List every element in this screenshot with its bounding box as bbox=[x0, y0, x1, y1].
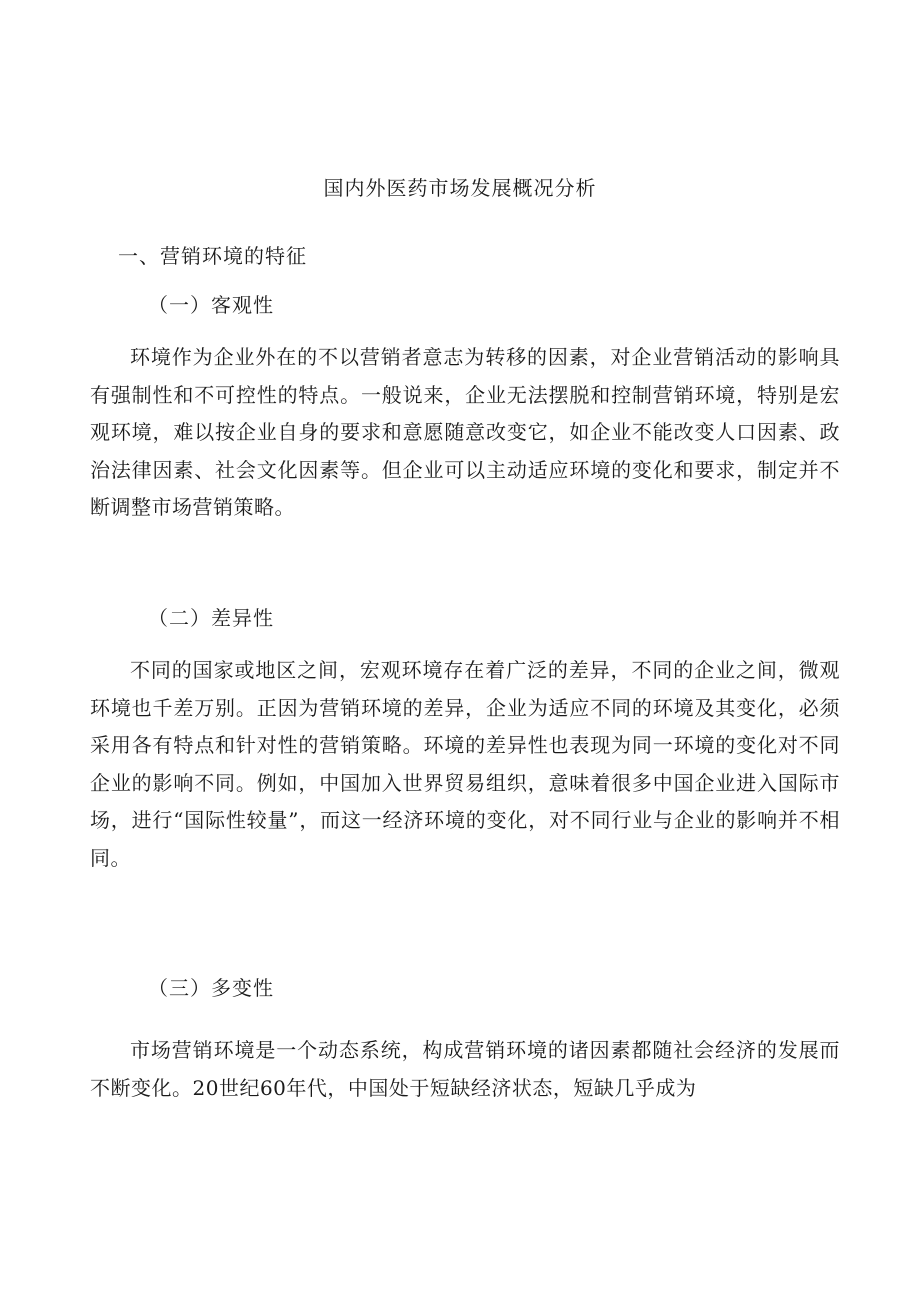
document-title: 国内外医药市场发展概况分析 bbox=[323, 176, 597, 200]
paragraph-objectivity: 环境作为企业外在的不以营销者意志为转移的因素，对企业营销活动的影响具有强制性和不可控性的特点。一般说来，企业无法摆脱和控制营销环境，特别是宏观环境，难以按企业自身的要求和意愿随意改变它，如企业不能改变人口因素、政治法律因素、社会文化因素等。但企业可以主动适应环境的变化和要求，制定并不断调整市场营销策略。 bbox=[90, 345, 840, 519]
subsection-heading-variability: （三）多变性 bbox=[148, 976, 274, 1000]
paragraph-variability: 市场营销环境是一个动态系统，构成营销环境的诸因素都随社会经济的发展而不断变化。20世纪60年代，中国处于短缺经济状态，短缺几乎成为 bbox=[90, 1038, 840, 1100]
subsection-heading-objectivity: （一）客观性 bbox=[148, 293, 274, 317]
subsection-heading-difference: （二）差异性 bbox=[148, 606, 274, 630]
paragraph-difference: 不同的国家或地区之间，宏观环境存在着广泛的差异，不同的企业之间，微观环境也千差万别。正因为营销环境的差异，企业为适应不同的环境及其变化，必须采用各有特点和针对性的营销策略。环境的差异性也表现为同一环境的变化对不同企业的影响不同。例如，中国加入世界贸易组织，意味着很多中国企业进入国际市场，进行“国际性较量”，而这一经济环境的变化，对不同行业与企业的影响并不相同。 bbox=[90, 658, 840, 870]
section-heading: 一、营销环境的特征 bbox=[118, 244, 307, 268]
